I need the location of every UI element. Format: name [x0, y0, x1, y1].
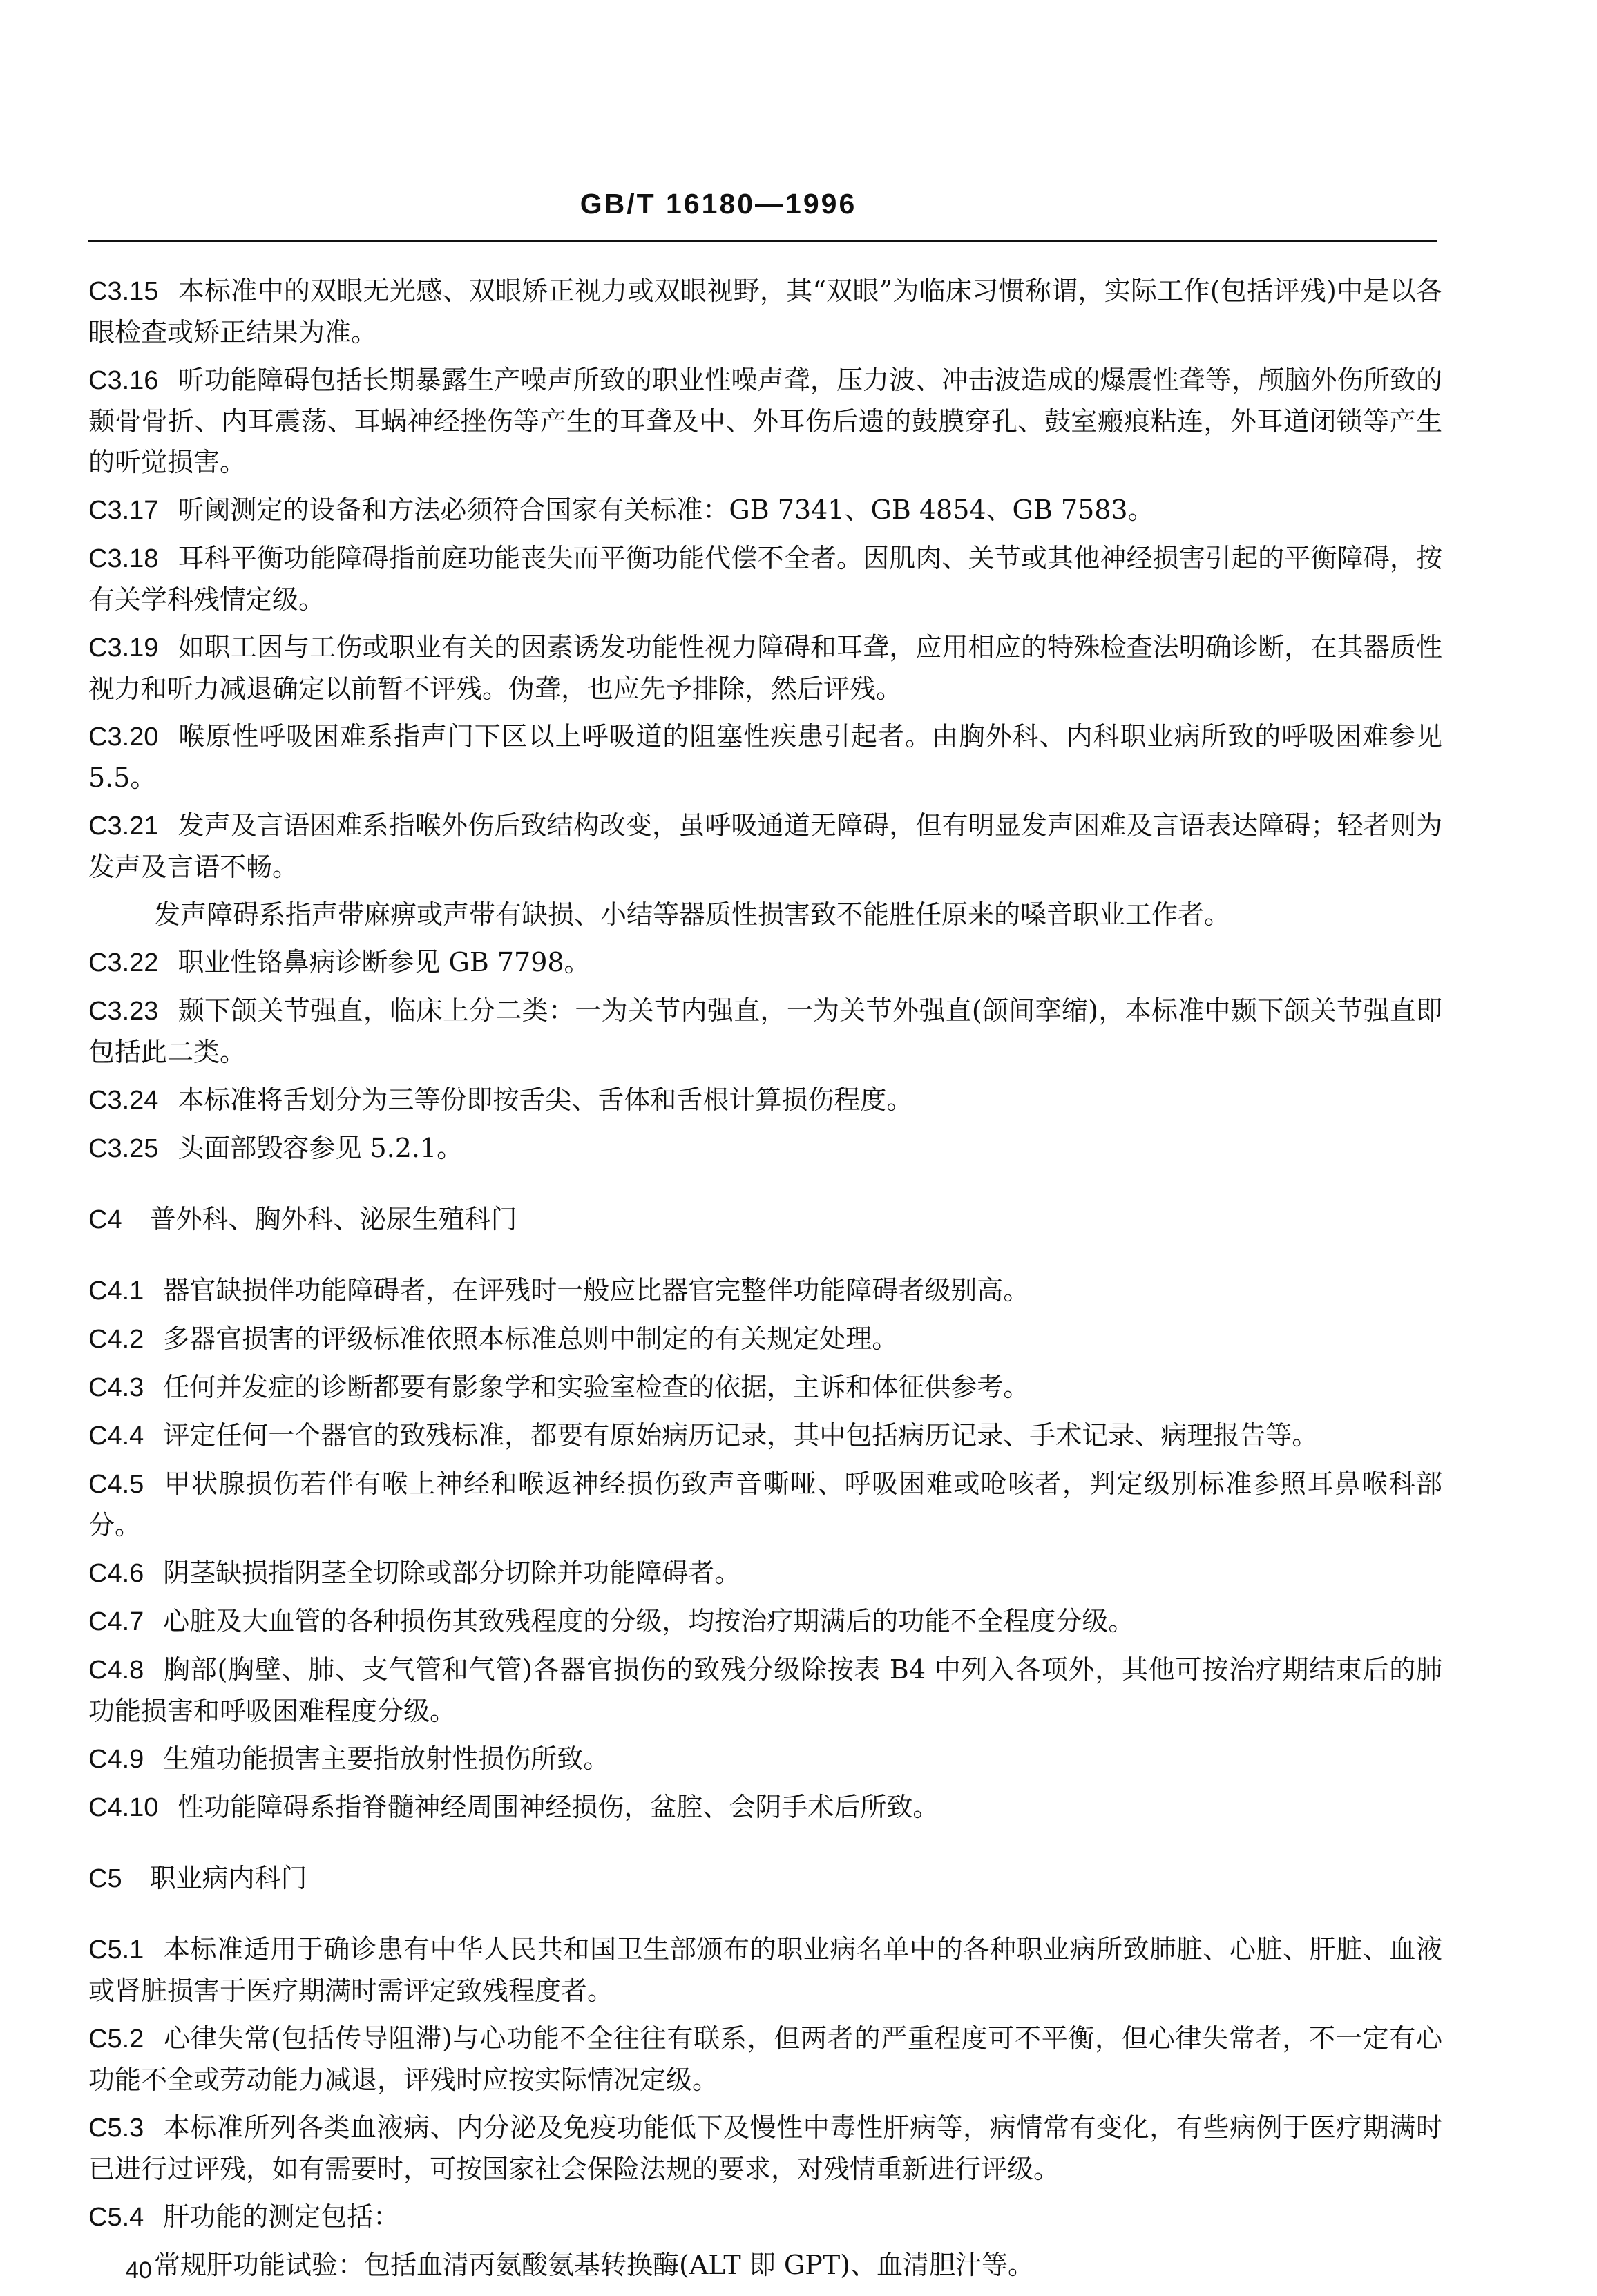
clause-number: C4	[88, 1205, 122, 1234]
clause-text: 心脏及大血管的各种损伤其致残程度的分级，均按治疗期满后的功能不全程度分级。	[163, 1606, 1135, 1636]
clause-number: C4.5	[88, 1470, 144, 1499]
clause-paragraph	[88, 991, 1442, 1073]
clause-text: 常规肝功能试验：包括血清丙氨酸氨基转换酶(ALT 即 GPT)、血清胆汁等。	[154, 2250, 1035, 2280]
clause-text: 肝功能的测定包括：	[163, 2201, 400, 2232]
clause-text: 本标准适用于确诊患有中华人民共和国卫生部颁布的职业病名单中的各种职业病所致肺脏、心脏、肝脏、血液或肾脏损害于医疗期满时需评定致残程度者。	[88, 1934, 1442, 2006]
clause-text: 本标准中的双眼无光感、双眼矫正视力或双眼视野，其“双眼”为临床习惯称谓，实际工作(包括评残)中是以各眼检查或矫正结果为准。	[88, 276, 1442, 347]
clause-text: 职业病内科门	[149, 1863, 307, 1893]
section-heading	[88, 1199, 1442, 1241]
clause-number: C5.3	[88, 2114, 144, 2143]
clause-paragraph	[88, 490, 1442, 531]
clause-text: 职业性铬鼻病诊断参见 GB 7798。	[178, 947, 591, 977]
clause-text: 阴茎缺损指阴茎全切除或部分切除并功能障碍者。	[163, 1558, 741, 1588]
clause-paragraph	[88, 1929, 1442, 2011]
clause-text: 甲状腺损伤若伴有喉上神经和喉返神经损伤致声音嘶哑、呼吸困难或呛咳者，判定级别标准参照耳鼻喉科部分。	[88, 1469, 1442, 1540]
paragraph-continuation	[88, 2245, 1442, 2286]
clause-text: 头面部毁容参见 5.2.1。	[178, 1133, 463, 1163]
clause-number: C4.10	[88, 1793, 159, 1822]
clause-number: C3.25	[88, 1134, 159, 1163]
section-heading	[88, 1858, 1442, 1900]
clause-number: C3.17	[88, 496, 159, 525]
clause-number: C3.15	[88, 277, 159, 306]
clause-text: 本标准将舌划分为三等份即按舌尖、舌体和舌根计算损伤程度。	[178, 1084, 913, 1115]
clause-number: C5.4	[88, 2203, 144, 2232]
clause-number: C5.1	[88, 1935, 144, 1964]
clause-text: 耳科平衡功能障碍指前庭功能丧失而平衡功能代偿不全者。因肌肉、关节或其他神经损害引起的平衡障碍，按有关学科残情定级。	[88, 543, 1442, 615]
clause-number: C5	[88, 1864, 122, 1893]
clause-paragraph	[88, 1601, 1442, 1643]
document-header: GB/T 16180—1996	[580, 188, 857, 220]
clause-paragraph	[88, 1415, 1442, 1457]
clause-number: C3.16	[88, 366, 159, 395]
clause-number: C3.24	[88, 1086, 159, 1115]
clause-text: 多器官损害的评级标准依照本标准总则中制定的有关规定处理。	[163, 1323, 899, 1354]
clause-paragraph	[88, 1553, 1442, 1594]
header-rule	[88, 240, 1437, 242]
clause-paragraph	[88, 1739, 1442, 1780]
clause-paragraph	[88, 1787, 1442, 1828]
clause-paragraph	[88, 716, 1442, 798]
page-number: 40	[126, 2257, 152, 2284]
clause-text: 胸部(胸壁、肺、支气管和气管)各器官损伤的致残分级除按表 B4 中列入各项外，其他可按治疗期结束后的肺功能损害和呼吸困难程度分级。	[88, 1654, 1442, 1726]
clause-text: 任何并发症的诊断都要有影象学和实验室检查的依据，主诉和体征供参考。	[163, 1372, 1030, 1402]
clause-number: C3.21	[88, 812, 159, 841]
clause-paragraph	[88, 538, 1442, 620]
clause-paragraph	[88, 627, 1442, 709]
clause-paragraph	[88, 1080, 1442, 1121]
clause-text: 器官缺损伴功能障碍者，在评残时一般应比器官完整伴功能障碍者级别高。	[163, 1275, 1030, 1305]
clause-paragraph	[88, 2197, 1442, 2238]
clause-text: 生殖功能损害主要指放射性损伤所致。	[163, 1743, 610, 1774]
clause-paragraph	[88, 942, 1442, 984]
clause-text: 听功能障碍包括长期暴露生产噪声所致的职业性噪声聋，压力波、冲击波造成的爆震性聋等，颅脑外伤所致的颞骨骨折、内耳震荡、耳蜗神经挫伤等产生的耳聋及中、外耳伤后遗的鼓膜穿孔、鼓室瘢痕粘连，外耳道闭锁等产生的听觉损害。	[88, 365, 1442, 477]
clause-paragraph	[88, 2107, 1442, 2190]
clause-text: 发声及言语困难系指喉外伤后致结构改变，虽呼吸通道无障碍，但有明显发声困难及言语表达障碍；轻者则为发声及言语不畅。	[88, 810, 1442, 882]
clause-number: C4.8	[88, 1656, 144, 1685]
document-body	[88, 271, 1442, 2293]
clause-number: C3.20	[88, 723, 159, 752]
clause-number: C4.4	[88, 1422, 144, 1451]
clause-text: 听阈测定的设备和方法必须符合国家有关标准：GB 7341、GB 4854、GB 7583。	[178, 495, 1154, 525]
clause-paragraph	[88, 805, 1442, 888]
clause-number: C3.18	[88, 544, 159, 573]
clause-text: 如职工因与工伤或职业有关的因素诱发功能性视力障碍和耳聋，应用相应的特殊检查法明确诊断，在其器质性视力和听力减退确定以前暂不评残。伪聋，也应先予排除，然后评残。	[88, 632, 1442, 704]
clause-paragraph	[88, 1367, 1442, 1408]
clause-number: C3.19	[88, 633, 159, 662]
clause-number: C4.6	[88, 1559, 144, 1588]
clause-paragraph	[88, 1649, 1442, 1732]
clause-number: C4.3	[88, 1373, 144, 1402]
clause-paragraph	[88, 360, 1442, 483]
clause-number: C5.2	[88, 2025, 144, 2054]
clause-paragraph	[88, 1464, 1442, 1546]
clause-number: C4.1	[88, 1276, 144, 1305]
clause-text: 普外科、胸外科、泌尿生殖科门	[149, 1204, 517, 1234]
clause-number: C4.2	[88, 1325, 144, 1354]
clause-number: C4.7	[88, 1607, 144, 1636]
clause-number: C3.22	[88, 948, 159, 977]
clause-paragraph	[88, 1270, 1442, 1312]
clause-text: 心律失常(包括传导阻滞)与心功能不全往往有联系，但两者的严重程度可不平衡，但心律失常者，不一定有心功能不全或劳动能力减退，评残时应按实际情况定级。	[88, 2023, 1442, 2095]
clause-text: 发声障碍系指声带麻痹或声带有缺损、小结等器质性损害致不能胜任原来的嗓音职业工作者。	[154, 899, 1231, 930]
clause-paragraph	[88, 271, 1442, 353]
clause-number: C3.23	[88, 997, 159, 1026]
clause-paragraph	[88, 2018, 1442, 2101]
clause-text: 性功能障碍系指脊髓神经周围神经损伤，盆腔、会阴手术后所致。	[178, 1792, 939, 1822]
clause-paragraph	[88, 1319, 1442, 1360]
clause-text: 喉原性呼吸困难系指声门下区以上呼吸道的阻塞性疾患引起者。由胸外科、内科职业病所致的呼吸困难参见 5.5。	[88, 721, 1442, 793]
clause-number: C4.9	[88, 1745, 144, 1774]
clause-paragraph	[88, 1128, 1442, 1169]
paragraph-continuation	[88, 895, 1442, 935]
clause-text: 本标准所列各类血液病、内分泌及免疫功能低下及慢性中毒性肝病等，病情常有变化，有些病例于医疗期满时已进行过评残，如有需要时，可按国家社会保险法规的要求，对残情重新进行评级。	[88, 2112, 1442, 2184]
clause-text: 评定任何一个器官的致残标准，都要有原始病历记录，其中包括病历记录、手术记录、病理报告等。	[163, 1420, 1319, 1451]
clause-text: 颞下颌关节强直，临床上分二类：一为关节内强直，一为关节外强直(颌间挛缩)，本标准中颞下颌关节强直即包括此二类。	[88, 995, 1442, 1067]
